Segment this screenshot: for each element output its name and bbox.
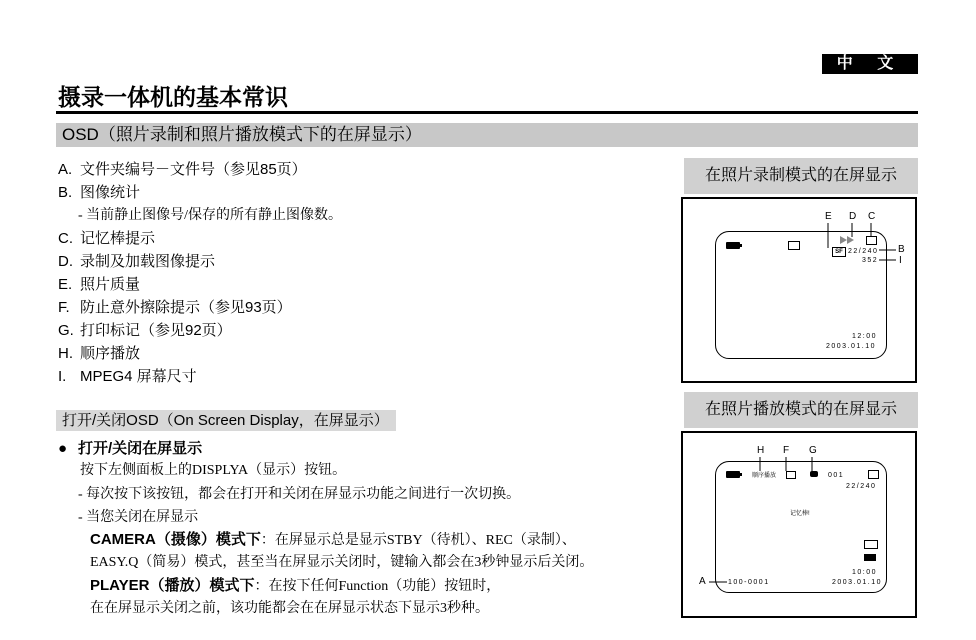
label-d: D <box>849 211 857 222</box>
body-text: 按下左侧面板上的DISPLYA（显示）按钮。 <box>80 463 347 478</box>
camera-mode-text: CAMERA（摄像）模式下：在屏显示总是显示STBY（待机）、REC（录制）、 <box>90 531 576 548</box>
body-text: - 当您关闭在屏显示 <box>78 510 199 525</box>
list-item: C. 记忆棒提示 <box>58 230 156 247</box>
page-title: 摄录一体机的基本常识 <box>58 84 288 110</box>
label-a: A <box>699 576 706 587</box>
memory-stick-warning: 记忆棒! <box>790 511 810 517</box>
remaining-count: 352 <box>862 257 879 264</box>
image-number: 001 <box>828 472 845 479</box>
label-g: G <box>809 445 817 456</box>
body-text: - 每次按下该按钮，都会在打开和关闭在屏显示功能之间进行一次切换。 <box>78 487 521 502</box>
clock-date: 2003.01.10 <box>826 343 877 350</box>
label-c: C <box>868 211 876 222</box>
osd-toggle-heading: 打开/关闭OSD（On Screen Display，在屏显示） <box>56 410 396 431</box>
list-item: F. 防止意外擦除提示（参见93页） <box>58 299 292 316</box>
play-panel-title: 在照片播放模式的在屏显示 <box>684 392 918 428</box>
list-item: G. 打印标记（参见92页） <box>58 322 232 339</box>
list-item: E. 照片质量 <box>58 276 141 293</box>
play-callout-lines <box>683 433 915 616</box>
osd-item-list <box>58 158 658 388</box>
label-f: F <box>783 445 790 456</box>
image-count: 22/240 <box>846 483 877 490</box>
list-item: I. MPEG4 屏幕尺寸 <box>58 368 197 385</box>
player-mode-text: PLAYER（播放）模式下：在按下任何Function（功能）按钮时， <box>90 577 501 594</box>
record-callout-lines <box>683 199 915 381</box>
list-item: B. 图像统计 <box>58 184 141 201</box>
list-subitem: - 当前静止图像号/保存的所有静止图像数。 <box>78 208 343 223</box>
play-osd-panel <box>681 431 917 618</box>
list-item: H. 顺序播放 <box>58 345 141 362</box>
clock-time: 10:00 <box>852 569 878 576</box>
quality-icon: SF <box>832 247 846 257</box>
bullet-icon: ● <box>58 440 68 457</box>
list-item: A. 文件夹编号－文件号（参见85页） <box>58 161 307 178</box>
slide-show-indicator: 顺序播放 <box>752 473 777 479</box>
label-e: E <box>825 211 832 222</box>
record-panel-title: 在照片录制模式的在屏显示 <box>684 158 918 194</box>
label-b: B <box>898 244 905 255</box>
section-heading: OSD（照片录制和照片播放模式下的在屏显示） <box>56 123 918 147</box>
image-count: 22/240 <box>848 248 879 255</box>
clock-time: 12:00 <box>852 333 878 340</box>
record-osd-panel <box>681 197 917 383</box>
list-item: D. 录制及加载图像提示 <box>58 253 216 270</box>
title-rule <box>56 111 918 114</box>
toggle-title: ● 打开/关闭在屏显示 <box>58 438 202 460</box>
clock-date: 2003.01.10 <box>832 579 883 586</box>
file-number: 100-0001 <box>728 579 770 586</box>
language-tag: 中 文 <box>822 54 918 74</box>
label-h: H <box>757 445 765 456</box>
body-text: 在在屏显示关闭之前，该功能都会在在屏显示状态下显示3秒种。 <box>90 601 489 616</box>
label-i: I <box>899 255 902 266</box>
body-text: EASY.Q（简易）模式，甚至当在屏显示关闭时，键输入都会在3秒钟显示后关闭。 <box>90 555 594 570</box>
